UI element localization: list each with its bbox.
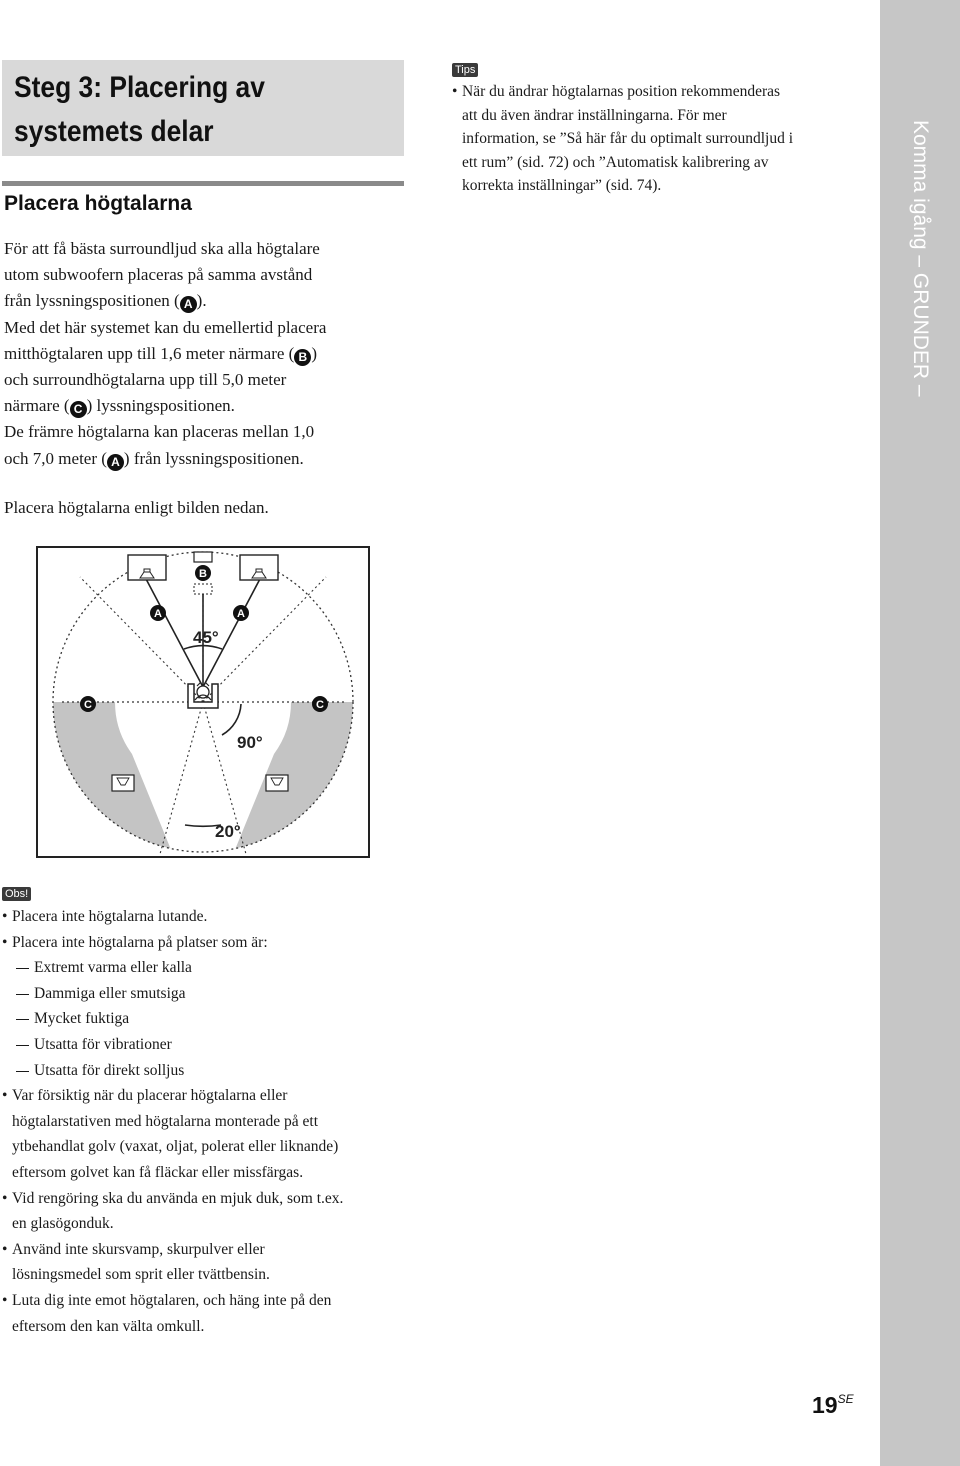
label-front-right-a xyxy=(233,605,249,621)
note-item xyxy=(2,1288,422,1339)
note-text: • Luta dig inte emot högtalaren, och häng inte på den xyxy=(12,1291,332,1309)
tips-line: korrekta inställningar” (sid. 74). xyxy=(462,177,662,195)
tips-item xyxy=(452,80,872,198)
intro-line xyxy=(4,393,414,419)
note-text: lösningsmedel som sprit eller tvättbensin. xyxy=(12,1266,270,1284)
note-text: • Placera inte högtalarna på platser som är: xyxy=(12,933,268,951)
intro-text: mitthögtalaren upp till 1,6 meter närmare ( xyxy=(4,343,295,363)
note-text: högtalarstativen med högtalarna monterade på ett xyxy=(12,1112,319,1130)
note-text: • Använd inte skursvamp, skurpulver eller xyxy=(12,1240,265,1258)
note-subitem: Utsatta för vibrationer xyxy=(2,1032,422,1058)
note-text: ytbehandlat golv (vaxat, oljat, polerat eller liknande) xyxy=(12,1138,339,1156)
intro-text: ) från lyssningspositionen. xyxy=(123,448,304,468)
surround-left-speaker-icon xyxy=(112,775,134,791)
surround-right-speaker-icon xyxy=(266,775,288,791)
marker-a-icon: A xyxy=(180,296,197,313)
note-item xyxy=(2,1083,422,1185)
intro-text: närmare ( xyxy=(4,396,70,416)
placement-instruction: Placera högtalarna enligt bilden nedan. xyxy=(4,498,269,517)
intro-line xyxy=(4,341,414,367)
intro-line: och surroundhögtalarna upp till 5,0 meter xyxy=(4,370,287,390)
angle-label-20: 20° xyxy=(215,822,241,841)
svg-text:A: A xyxy=(154,608,162,620)
svg-text:B: B xyxy=(199,568,207,580)
note-item xyxy=(2,1237,422,1288)
listener-icon xyxy=(188,682,218,708)
intro-text: och 7,0 meter ( xyxy=(4,448,107,468)
intro-line xyxy=(4,288,414,314)
angle-label-90: 90° xyxy=(237,733,263,752)
intro-line: utom subwoofern placeras på samma avstånd xyxy=(4,265,313,285)
tips-tag: Tips xyxy=(452,63,478,77)
intro-text: ). xyxy=(196,291,207,311)
marker-a-icon: A xyxy=(107,454,124,471)
svg-text:A: A xyxy=(237,608,245,620)
note-subitem: Dammiga eller smutsiga xyxy=(2,981,422,1007)
note-text: • Placera inte högtalarna lutande. xyxy=(12,908,208,925)
notes-list xyxy=(2,904,422,1339)
page-title xyxy=(14,66,348,154)
page-number-suffix: SE xyxy=(837,1392,854,1406)
section-subheading: Placera högtalarna xyxy=(4,192,192,215)
note-item xyxy=(2,930,422,956)
angle-label-45: 45° xyxy=(193,628,219,647)
tips-line: ett rum” (sid. 72) och ”Automatisk kalibrering av xyxy=(462,153,769,171)
label-surround-right-c xyxy=(312,696,328,712)
intro-text: ) lyssningspositionen. xyxy=(86,396,235,416)
front-right-speaker-icon xyxy=(240,555,278,580)
note-subitem: Extremt varma eller kalla xyxy=(2,955,422,981)
label-front-left-a xyxy=(150,605,166,621)
intro-paragraph xyxy=(4,236,414,472)
note-subitem: Mycket fuktiga xyxy=(2,1006,422,1032)
chapter-side-tab-label: Komma igång – GRUNDER – xyxy=(909,120,932,397)
marker-b-icon: B xyxy=(294,349,311,366)
note-text: • Var försiktig när du placerar högtalarna eller xyxy=(12,1087,288,1105)
intro-line xyxy=(4,446,414,472)
heading-rule xyxy=(2,181,404,186)
label-surround-left-c xyxy=(80,696,96,712)
note-text: eftersom golvet kan få fläckar eller missfärgas. xyxy=(12,1163,304,1181)
svg-text:C: C xyxy=(316,699,324,711)
svg-text:C: C xyxy=(84,699,92,711)
note-text: • Vid rengöring ska du använda en mjuk duk, som t.ex. xyxy=(12,1189,344,1207)
intro-line: För att få bästa surroundljud ska alla högtalare xyxy=(4,239,320,258)
note-text: en glasögonduk. xyxy=(12,1215,114,1233)
intro-text: ) xyxy=(311,343,317,363)
page-title-line-1: Steg 3: Placering av xyxy=(14,71,265,104)
note-item xyxy=(2,904,422,930)
label-center-b xyxy=(195,565,211,581)
note-subitem: Utsatta för direkt solljus xyxy=(2,1058,422,1084)
page-number xyxy=(812,1392,854,1419)
intro-line: Med det här systemet kan du emellertid placera xyxy=(4,317,327,337)
marker-c-icon: C xyxy=(70,401,87,418)
intro-text: från lyssningspositionen ( xyxy=(4,291,180,311)
tips-line: att du även ändrar inställningarna. För mer xyxy=(462,106,727,124)
front-left-speaker-icon xyxy=(128,555,166,580)
notes-tag: Obs! xyxy=(2,887,31,901)
speaker-placement-diagram xyxy=(30,542,375,862)
intro-line: De främre högtalarna kan placeras mellan 1,0 xyxy=(4,422,315,442)
page-number-value: 19 xyxy=(812,1392,838,1418)
note-text: eftersom den kan välta omkull. xyxy=(12,1317,205,1335)
note-item xyxy=(2,1186,422,1237)
page-title-line-2: systemets delar xyxy=(14,115,214,148)
tips-line: • När du ändrar högtalarnas position rekommenderas xyxy=(462,83,781,100)
tips-line: information, se ”Så här får du optimalt surroundljud i xyxy=(462,130,794,148)
